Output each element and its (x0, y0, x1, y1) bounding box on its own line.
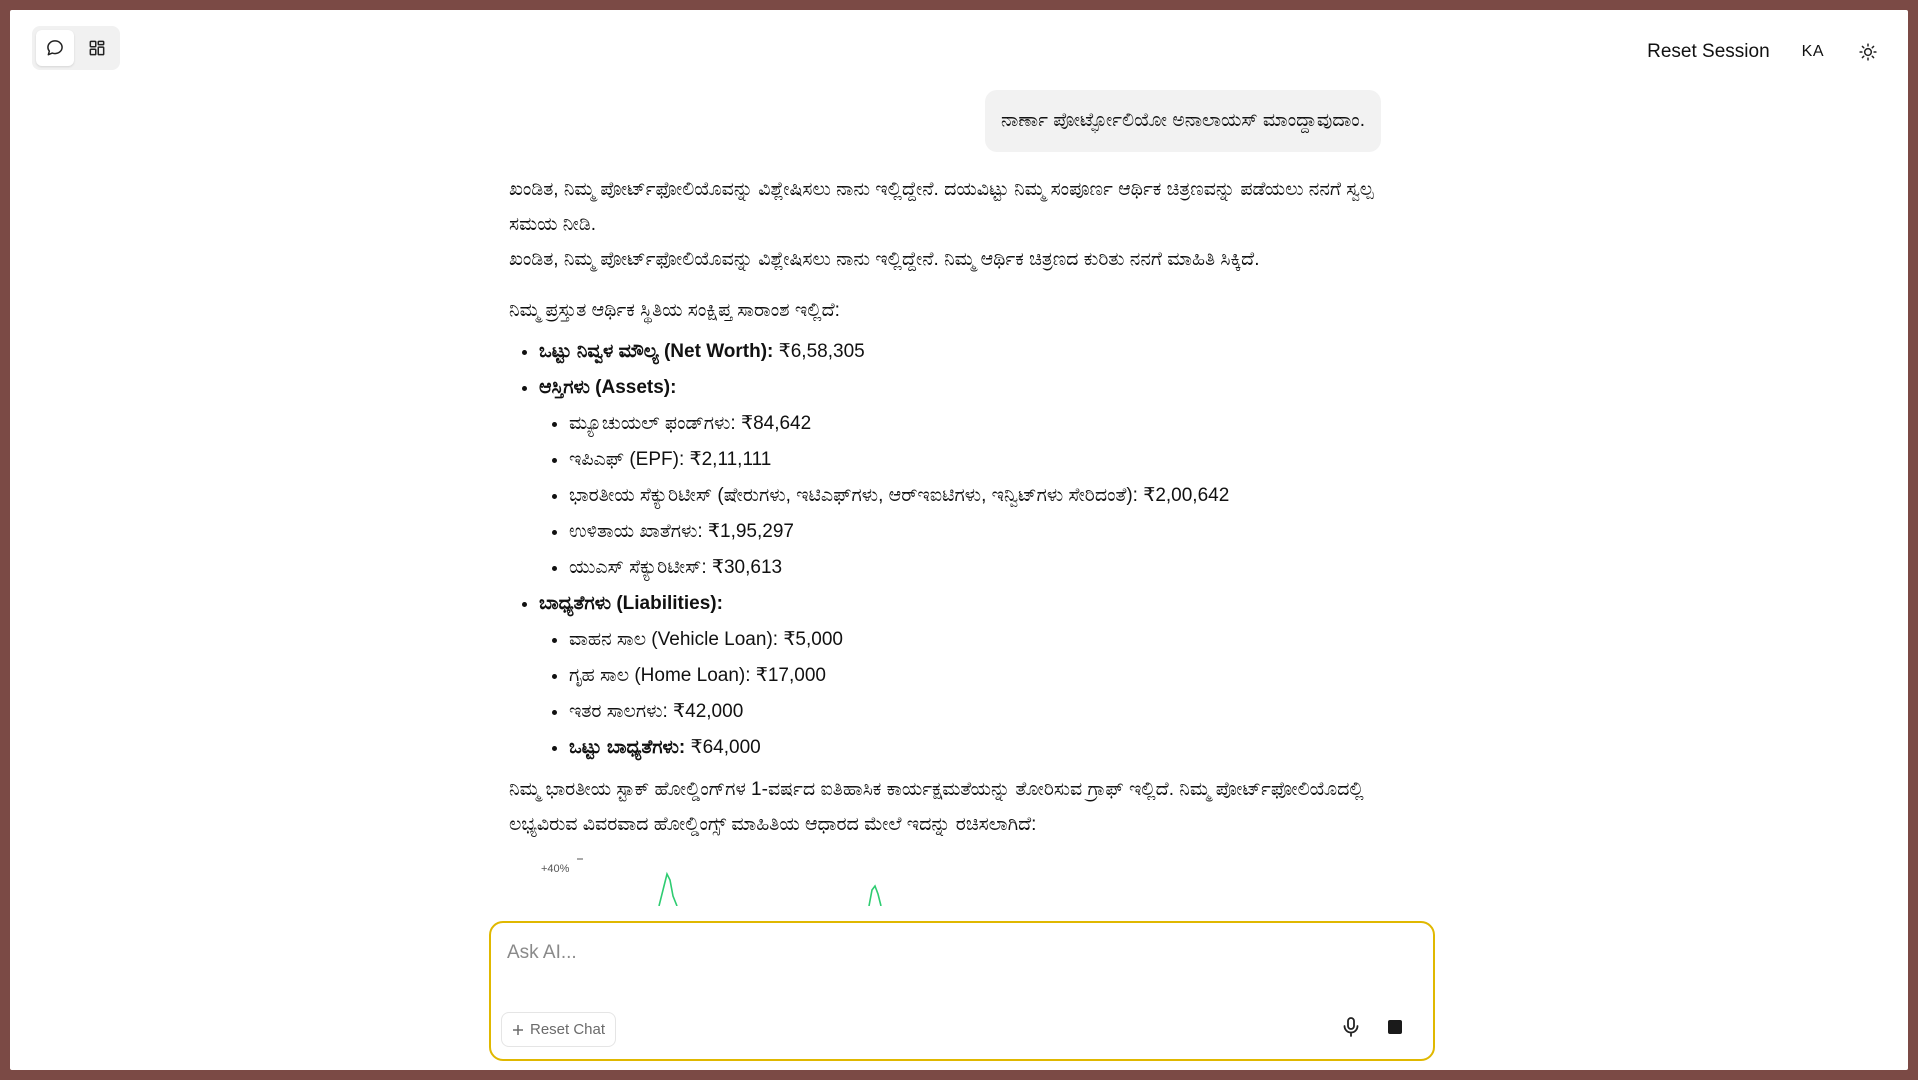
theme-toggle-button[interactable] (1856, 40, 1880, 64)
list-item: • ಗೃಹ ಸಾಲ (Home Loan): ₹17,000 (569, 658, 1389, 694)
total-liabilities-value: ₹64,000 (690, 737, 761, 758)
microphone-icon (1339, 1015, 1363, 1039)
header-actions (1647, 40, 1880, 64)
sun-icon (1858, 42, 1878, 62)
list-item: • ಭಾರತೀಯ ಸೆಕ್ಯುರಿಟೀಸ್ (ಷೇರುಗಳು, ಇಟಿಎಫ್‌ಗಳು, ಆರ್‌ಇಐಟಿಗಳು, ಇನ್ವಿಟ್‌ಗಳು ಸೇರಿದಂತೆ): ₹2,00,642 (569, 478, 1389, 514)
summary-heading: ನಿಮ್ಮ ಪ್ರಸ್ತುತ ಆರ್ಥಿಕ ಸ್ಥಿತಿಯ ಸಂಕ್ಷಿಪ್ತ ಸಾರಾಂಶ ಇಲ್ಲಿದೆ: (509, 300, 840, 321)
assets-list (539, 406, 1389, 586)
grid-icon (87, 38, 107, 58)
list-item: • ವಾಹನ ಸಾಲ (Vehicle Loan): ₹5,000 (569, 622, 1389, 658)
holdings-chart (509, 846, 1389, 906)
chart-line (509, 846, 1409, 906)
view-toggle (32, 26, 120, 70)
assets-label: ಆಸ್ತಿಗಳು (Assets): (539, 377, 677, 398)
avatar[interactable]: KA (1801, 43, 1824, 60)
app-window (10, 10, 1908, 1070)
stop-button[interactable] (1383, 1015, 1407, 1039)
intro-paragraph-1: ಖಂಡಿತ, ನಿಮ್ಮ ಪೋರ್ಟ್‌ಫೋಲಿಯೊವನ್ನು ವಿಶ್ಲೇಷಿಸಲು ನಾನು ಇಲ್ಲಿದ್ದೇನೆ. ದಯವಿಟ್ಟು ನಿಮ್ಮ ಸಂಪೂರ್ಣ ಆರ್ಥಿಕ ಚಿತ್ರಣವನ್ನು ಪಡೆಯಲು ನನಗೆ ಸ್ವಲ್ಪ ಸಮಯ ನೀಡಿ. (509, 179, 1374, 235)
list-item: • ಇಪಿಎಫ್ (EPF): ₹2,11,111 (569, 442, 1389, 478)
user-message: ನಾರ್ಣಾ ಪೋರ್ಟ್ಫೋಲಿಯೋ ಅನಾಲಾಯಸ್ ಮಾಂದ್ದಾವುದಾಂ. (985, 90, 1381, 152)
list-item: • ಉಳಿತಾಯ ಖಾತೆಗಳು: ₹1,95,297 (569, 514, 1389, 550)
chat-bubble-icon (45, 38, 65, 58)
assistant-message (509, 172, 1389, 906)
list-item (539, 586, 1389, 766)
list-item: • ಇತರ ಸಾಲಗಳು: ₹42,000 (569, 694, 1389, 730)
stop-icon (1387, 1019, 1403, 1035)
chat-composer (489, 921, 1435, 1061)
graph-intro: ನಿಮ್ಮ ಭಾರತೀಯ ಸ್ಟಾಕ್ ಹೋಲ್ಡಿಂಗ್‌ಗಳ 1-ವರ್ಷದ ಐತಿಹಾಸಿಕ ಕಾರ್ಯಕ್ಷಮತೆಯನ್ನು ತೋರಿಸುವ ಗ್ರಾಫ್ ಇಲ್ಲಿದೆ. ನಿಮ್ಮ ಪೋರ್ಟ್‌ಫೋಲಿಯೊದಲ್ಲಿ ಲಭ್ಯವಿರುವ ವಿವರವಾದ ಹೋಲ್ಡಿಂಗ್ಸ್ ಮಾಹಿತಿಯ ಆಧಾರದ ಮೇಲೆ ಇದನ್ನು ರಚಿಸಲಾಗಿದೆ: (509, 779, 1364, 835)
liabilities-label: ಬಾಧ್ಯತೆಗಳು (Liabilities): (539, 593, 723, 614)
chart-tick-label: +40% (541, 863, 570, 875)
net-worth-value: ₹6,58,305 (778, 341, 865, 362)
reset-chat-label: Reset Chat (530, 1021, 606, 1038)
list-item (569, 730, 1389, 766)
grid-view-button[interactable] (78, 30, 116, 66)
list-item: • ಮ್ಯೂಚುಯಲ್ ಫಂಡ್‌ಗಳು: ₹84,642 (569, 406, 1389, 442)
chat-view-button[interactable] (36, 30, 74, 66)
list-item (539, 370, 1389, 586)
net-worth-label: ಒಟ್ಟು ನಿವ್ವಳ ಮೌಲ್ಯ (Net Worth): (539, 341, 774, 362)
reset-session-button[interactable]: Reset Session (1647, 41, 1770, 62)
summary-list (509, 334, 1389, 766)
plus-icon (512, 1024, 524, 1036)
total-liabilities-label: ಒಟ್ಟು ಬಾಧ್ಯತೆಗಳು: (569, 737, 686, 758)
list-item (539, 334, 1389, 370)
list-item: • ಯುಎಸ್ ಸೆಕ್ಯುರಿಟೀಸ್: ₹30,613 (569, 550, 1389, 586)
intro-paragraph-2: ಖಂಡಿತ, ನಿಮ್ಮ ಪೋರ್ಟ್‌ಫೋಲಿಯೊವನ್ನು ವಿಶ್ಲೇಷಿಸಲು ನಾನು ಇಲ್ಲಿದ್ದೇನೆ. ನಿಮ್ಮ ಆರ್ಥಿಕ ಚಿತ್ರಣದ ಕುರಿತು ನನಗೆ ಮಾಹಿತಿ ಸಿಕ್ಕಿದೆ. (509, 249, 1260, 270)
reset-chat-button[interactable] (501, 1012, 616, 1047)
liabilities-list (539, 622, 1389, 766)
chat-thread (499, 80, 1419, 920)
microphone-button[interactable] (1339, 1015, 1363, 1039)
ask-ai-input[interactable] (505, 941, 1409, 965)
